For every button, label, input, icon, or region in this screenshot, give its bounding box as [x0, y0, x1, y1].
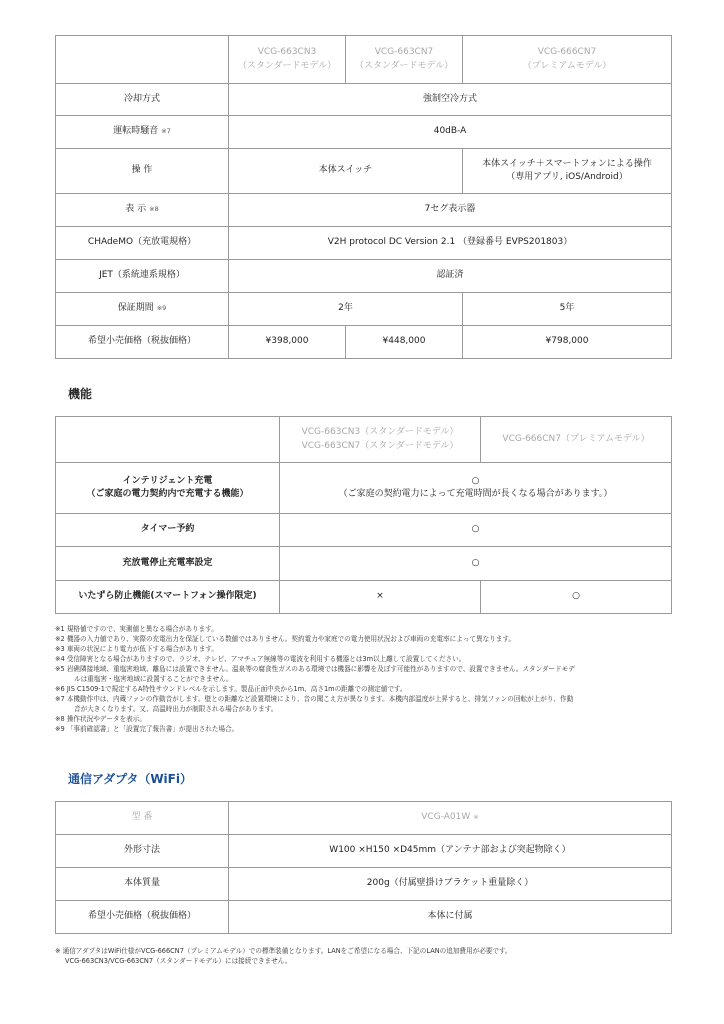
wifi-label-weight: 本体質量: [56, 868, 229, 901]
feature-label-intelligent: インテリジェント充電 （ご家庭の電力契約内で充電する機能）: [56, 463, 280, 514]
footnote: ※5 岩礁隣接地域、重塩害地域、離島には設置できません。温泉等の腐食性ガスのある環境では機器に影響を及ぼす可能性がありますので、設置できません。スタンダードモデ: [55, 665, 575, 673]
wifi-title: 通信アダプタ（WiFi）: [68, 772, 192, 786]
wifi-value-price: 本体に付属: [229, 901, 672, 934]
operation-premium: 本体スイッチ＋スマートフォンによる操作 （専用アプリ, iOS/Android）: [463, 149, 672, 194]
features-title: 機能: [68, 387, 93, 401]
features-table: [55, 416, 672, 614]
corner-cell: [56, 36, 229, 84]
footnotes: [55, 624, 575, 734]
footnote: ※6 JIS C1509-1で規定するA特性サウンドレベルを示します。製品正面中央から1m、高さ1mの距離での測定値です。: [55, 685, 407, 693]
footnote: ※3 車両の状況により電力が低下する場合があります。: [55, 645, 218, 653]
spec-table: [55, 35, 672, 359]
price-663cn7: ¥448,000: [346, 326, 463, 359]
row-label-jet: JET（系統連系規格）: [56, 260, 229, 293]
feature-label-stop: 充放電停止充電率設定: [56, 547, 280, 581]
wifi-label-size: 外形寸法: [56, 835, 229, 868]
wifi-type-label: 型 番: [56, 802, 229, 835]
feature-value-stop: ○: [280, 547, 672, 581]
features-header-standard: VCG-663CN3（スタンダードモデル） VCG-663CN7（スタンダードモデル）: [280, 417, 481, 463]
row-label-display: 表 示 ※8: [56, 194, 229, 227]
price-663cn3: ¥398,000: [229, 326, 346, 359]
wifi-label-price: 希望小売価格（税抜価格）: [56, 901, 229, 934]
row-label-operation: 操 作: [56, 149, 229, 194]
footnote: ※1 規格値ですので、実測値と異なる場合があります。: [55, 625, 218, 633]
footnote: ※8 操作状況やデータを表示。: [55, 715, 146, 723]
footnote: 音が大きくなります。又、高温時出力が制限される場合があります。: [74, 705, 278, 713]
wifi-footnote: ※ 通信アダプタはWiFi仕様がVCG-666CN7（プレミアムモデル）での標準装備となります。LANをご希望になる場合、下記のLANの追加費用が必要です。: [55, 947, 512, 955]
feature-label-mischief: いたずら防止機能(スマートフォン操作限定): [56, 581, 280, 614]
display-value: 7セグ表示器: [229, 194, 672, 227]
feature-label-timer: タイマー予約: [56, 514, 280, 547]
footnote: ※4 受信障害となる場合がありますので、ラジオ、テレビ、アマチュア無線等の電波を利用する機器とは3m以上離して設置してください。: [55, 655, 466, 663]
footnote: ※7 本機動作中は、内蔵ファンの作動音がします。壁との距離など設置環境により、音の聞こえ方が異なります。本機内部温度が上昇すると、排気ファンの回転が上がり、作動: [55, 695, 574, 703]
footnote: ※9 「事前確認書」と「設置完了報告書」が提出された場合。: [55, 725, 239, 733]
feature-value-timer: ○: [280, 514, 672, 547]
noise-value: 40dB-A: [229, 116, 672, 149]
row-label-chademo: CHAdeMO（充放電規格）: [56, 227, 229, 260]
wifi-value-weight: 200g（付属壁掛けブラケット重量除く）: [229, 868, 672, 901]
wifi-model: VCG-A01W ※: [229, 802, 672, 835]
operation-standard: 本体スイッチ: [229, 149, 463, 194]
row-label-price: 希望小売価格（税抜価格）: [56, 326, 229, 359]
warranty-premium: 5年: [463, 293, 672, 326]
model-header-663cn7: VCG-663CN7 （スタンダードモデル）: [346, 36, 463, 84]
jet-value: 認証済: [229, 260, 672, 293]
wifi-footnotes: [55, 946, 512, 966]
feature-value-mischief-standard: ×: [280, 581, 481, 614]
row-label-warranty: 保証期間 ※9: [56, 293, 229, 326]
cooling-value: 強制空冷方式: [229, 84, 672, 116]
price-666cn7: ¥798,000: [463, 326, 672, 359]
model-header-666cn7: VCG-666CN7 （プレミアムモデル）: [463, 36, 672, 84]
corner-cell: [56, 417, 280, 463]
feature-value-intelligent: ○ （ご家庭の契約電力によって充電時間が長くなる場合があります。）: [280, 463, 672, 514]
footnote: ルは重塩害・塩害地域に設置することができません。: [74, 675, 233, 683]
row-label-cooling: 冷却方式: [56, 84, 229, 116]
row-label-noise: 運転時騒音 ※7: [56, 116, 229, 149]
model-header-663cn3: VCG-663CN3 （スタンダードモデル）: [229, 36, 346, 84]
chademo-value: V2H protocol DC Version 2.1 （登録番号 EVPS201803）: [229, 227, 672, 260]
wifi-value-size: W100 ×H150 ×D45mm（アンテナ部および突起物除く）: [229, 835, 672, 868]
warranty-standard: 2年: [229, 293, 463, 326]
wifi-table: [55, 801, 672, 934]
wifi-footnote: VCG-663CN3/VCG-663CN7（スタンダードモデル）には接続できません。: [65, 957, 292, 965]
footnote: ※2 機器の入力値であり、実際の充電出力を保証している数値ではありません。契約電力や家庭での電力使用状況および車両の充電率によって異なります。: [55, 635, 516, 643]
feature-value-mischief-premium: ○: [481, 581, 672, 614]
features-header-premium: VCG-666CN7（プレミアムモデル）: [481, 417, 672, 463]
